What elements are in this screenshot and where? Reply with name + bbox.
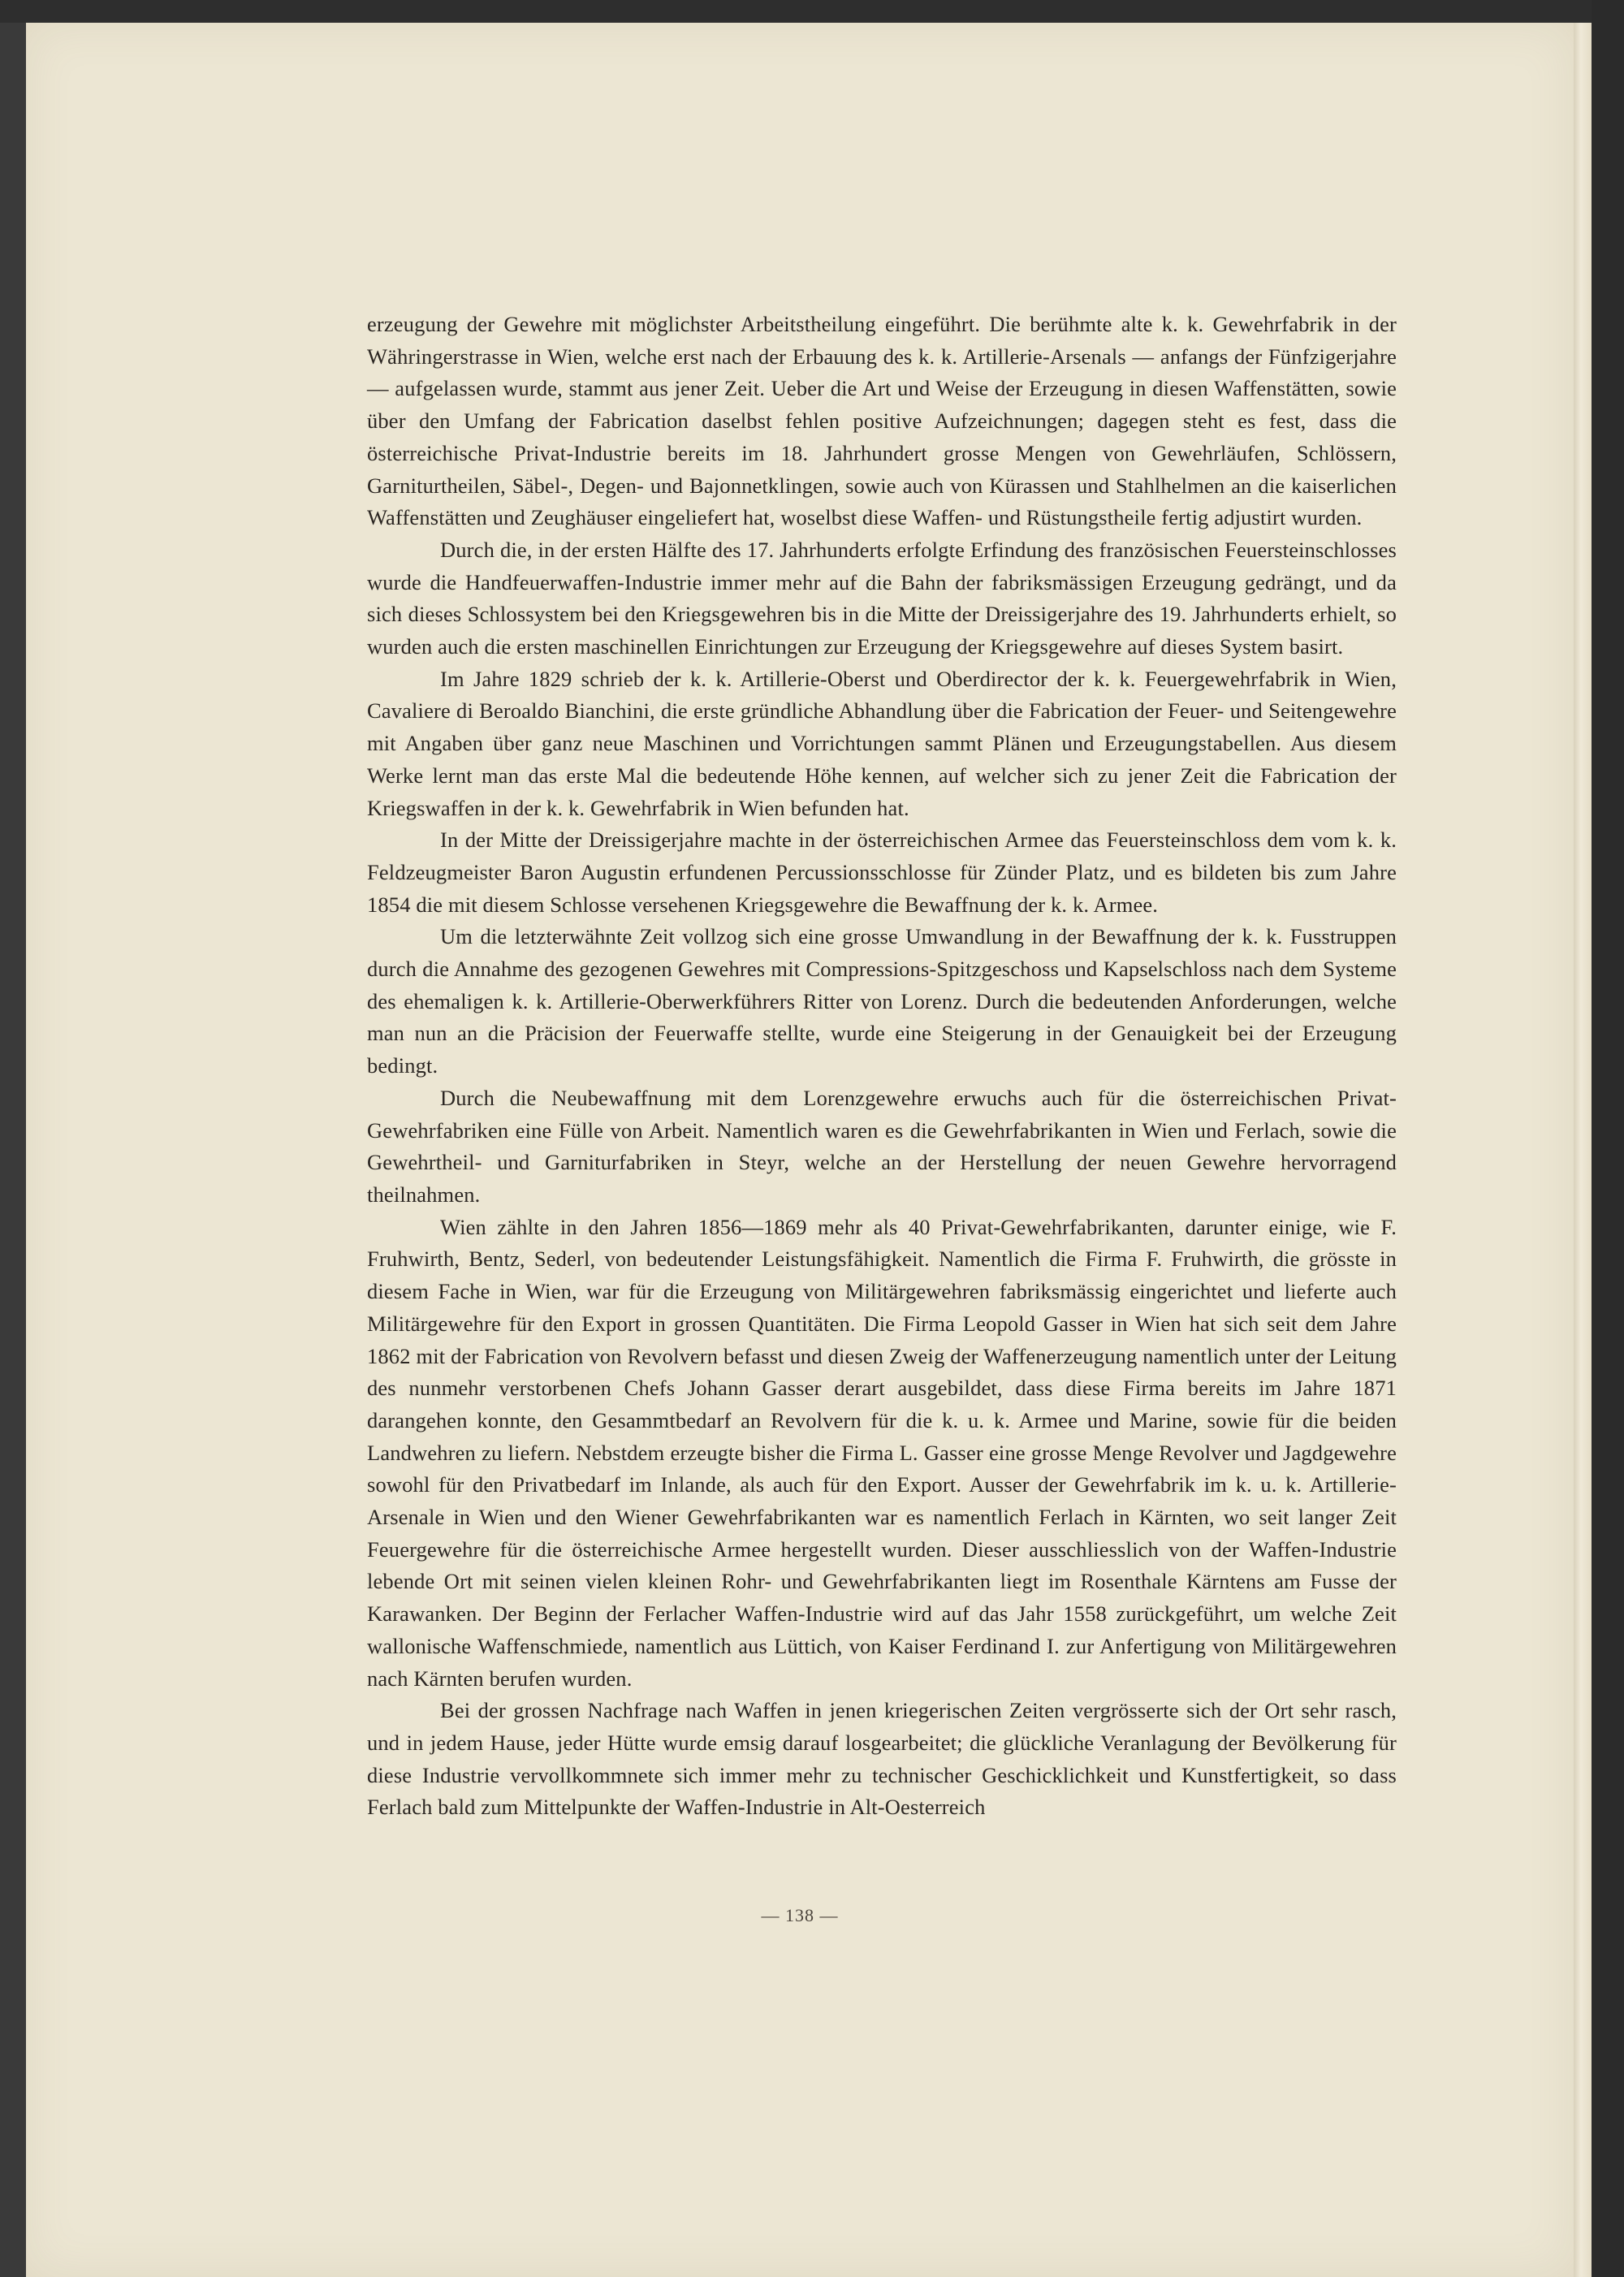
paragraph-2: Durch die, in der ersten Hälfte des 17. Jahrhunderts erfolgte Erfindung des französischen Feuersteinschlosses wurde die Handfeuerwaffen-Industrie immer mehr auf die Bahn der fabriksmässigen Erzeugung gedrängt, und da sich dieses Schlossystem bei den Kriegsgewehren bis in die Mitte der Dreissigerjahre des 19. Jahrhunderts erhielt, so wurden auch die ersten maschinellen Einrichtungen zur Erzeugung der Kriegsgewehre auf dieses System basirt. [367, 537, 1397, 659]
scan-background-top [0, 0, 1624, 23]
paragraph-7: Wien zählte in den Jahren 1856—1869 mehr als 40 Privat-Gewehrfabrikanten, darunter einige, wie F. Fruhwirth, Bentz, Sederl, von bedeutender Leistungsfähigkeit. Namentlich die Firma F. Fruhwirth, die grösste in diesem Fache in Wien, war für die Erzeugung von Militärgewehren fabriksmässig eingerichtet und lieferte auch Militärgewehre für den Export in grossen Quantitäten. Die Firma Leopold Gasser in Wien hat sich seit dem Jahre 1862 mit der Fabrication von Revolvern befasst und diesen Zweig der Waffenerzeugung namentlich unter der Leitung des nunmehr verstorbenen Chefs Johann Gasser derart ausgebildet, dass diese Firma bereits im Jahre 1871 darangehen konnte, den Gesammtbedarf an Revolvern für die k. u. k. Armee und Marine, sowie für die beiden Landwehren zu liefern. Nebstdem erzeugte bisher die Firma L. Gasser eine grosse Menge Revolver und Jagdgewehre sowohl für den Privatbedarf im Inlande, als auch für den Export. Ausser der Gewehrfabrik im k. u. k. Artillerie-Arsenale in Wien und den Wiener Gewehrfabrikanten war es namentlich Ferlach in Kärnten, wo seit langer Zeit Feuergewehre für die österreichische Armee hergestellt wurden. Dieser ausschliesslich von der Waffen-Industrie lebende Ort mit seinen vielen kleinen Rohr- und Gewehrfabrikanten liegt im Rosenthale Kärntens am Fusse der Karawanken. Der Beginn der Ferlacher Waffen-Industrie wird auf das Jahr 1558 zurückgeführt, um welche Zeit wallonische Waffenschmiede, namentlich aus Lüttich, von Kaiser Ferdinand I. zur Anfertigung von Militärgewehren nach Kärnten berufen wurden. [367, 1214, 1397, 1691]
scan-background-right [1592, 0, 1624, 2277]
document-page [26, 23, 1574, 2277]
paragraph-1: erzeugung der Gewehre mit möglichster Arbeitstheilung eingeführt. Die berühmte alte k. k. Gewehrfabrik in der Währingerstrasse in Wien, welche erst nach der Erbauung des k. k. Artillerie-Arsenals — anfangs der Fünfzigerjahre — aufgelassen wurde, stammt aus jener Zeit. Ueber die Art und Weise der Erzeugung in diesen Waffenstätten, sowie über den Umfang der Fabrication daselbst fehlen positive Aufzeichnungen; dagegen steht es fest, dass die österreichische Privat-Industrie bereits im 18. Jahrhundert grosse Mengen von Gewehrläufen, Schlössern, Garniturtheilen, Säbel-, Degen- und Bajonnetklingen, sowie auch von Kürassen und Stahlhelmen an die kaiserlichen Waffenstätten und Zeughäuser eingeliefert hat, woselbst diese Waffen- und Rüstungstheile fertig adjustirt wurden. [367, 312, 1397, 530]
page-edge [1574, 23, 1592, 2277]
paragraph-6: Durch die Neubewaffnung mit dem Lorenzgewehre erwuchs auch für die österreichischen Privat-Gewehrfabriken eine Fülle von Arbeit. Namentlich waren es die Gewehrfabrikanten in Wien und Ferlach, sowie die Gewehrtheil- und Garniturfabriken in Steyr, welche an der Herstellung der neuen Gewehre hervorragend theilnahmen. [367, 1085, 1397, 1207]
body-text [367, 309, 1397, 1824]
paragraph-3: Im Jahre 1829 schrieb der k. k. Artillerie-Oberst und Oberdirector der k. k. Feuergewehrfabrik in Wien, Cavaliere di Beroaldo Bianchini, die erste gründliche Abhandlung über die Fabrication der Feuer- und Seitengewehre mit Angaben über ganz neue Maschinen und Vorrichtungen sammt Plänen und Erzeugungstabellen. Aus diesem Werke lernt man das erste Mal die bedeutende Höhe kennen, auf welcher sich zu jener Zeit die Fabrication der Kriegswaffen in der k. k. Gewehrfabrik in Wien befunden hat. [367, 666, 1397, 820]
paragraph-5: Um die letzterwähnte Zeit vollzog sich eine grosse Umwandlung in der Bewaffnung der k. k. Fusstruppen durch die Annahme des gezogenen Gewehres mit Compressions-Spitzgeschoss und Kapselschloss nach dem Systeme des ehemaligen k. k. Artillerie-Oberwerkführers Ritter von Lorenz. Durch die bedeutenden Anforderungen, welche man nun an die Präcision der Feuerwaffe stellte, wurde eine Steigerung in der Genauigkeit bei der Erzeugung bedingt. [367, 924, 1397, 1078]
paragraph-8: Bei der grossen Nachfrage nach Waffen in jenen kriegerischen Zeiten vergrösserte sich der Ort sehr rasch, und in jedem Hause, jeder Hütte wurde emsig darauf losgearbeitet; die glückliche Veranlagung der Bevölkerung für diese Industrie vervollkommnete sich immer mehr zu technischer Geschicklichkeit und Kunstfertigkeit, so dass Ferlach bald zum Mittelpunkte der Waffen-Industrie in Alt-Oesterreich [367, 1698, 1397, 1820]
paragraph-4: In der Mitte der Dreissigerjahre machte in der österreichischen Armee das Feuersteinschloss dem vom k. k. Feldzeugmeister Baron Augustin erfundenen Percussionsschlosse für Zünder Platz, und es bildeten bis zum Jahre 1854 die mit diesem Schlosse versehenen Kriegsgewehre die Bewaffnung der k. k. Armee. [367, 827, 1397, 917]
page-number: — 138 — [761, 1905, 839, 1925]
